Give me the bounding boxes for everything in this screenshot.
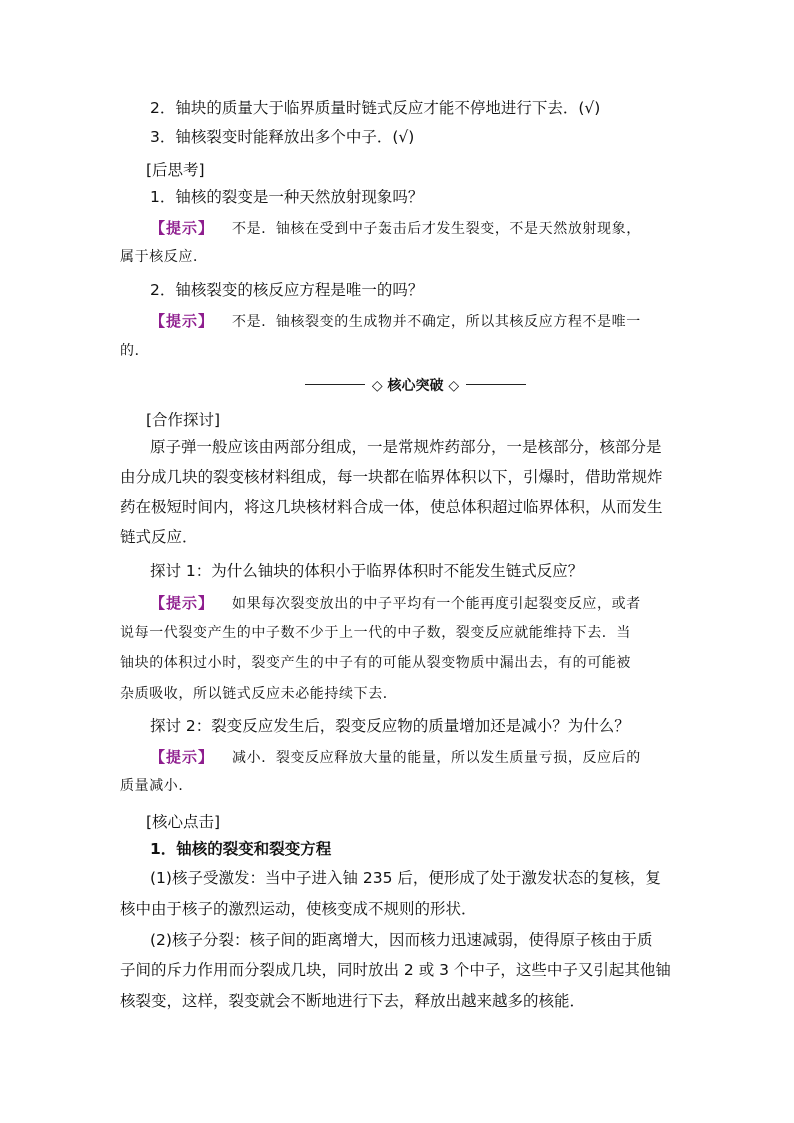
section-divider bbox=[0, 374, 794, 396]
text-line: 探讨 2：裂变反应发生后，裂变反应物的质量增加还是减小？为什么？ bbox=[150, 717, 630, 735]
text-line: 属于核反应． bbox=[120, 249, 208, 265]
text-line: 由分成几块的裂变核材料组成，每一块都在临界体积以下，引爆时，借助常规炸 bbox=[120, 468, 663, 486]
text-line: (1)核子受激发：当中子进入铀 235 后，便形成了处于激发状态的复核，复 bbox=[150, 869, 661, 887]
text-line: 质量减小． bbox=[120, 778, 193, 794]
text-line: 3．铀核裂变时能释放出多个中子．(√) bbox=[150, 128, 415, 146]
text-line: [合作探讨] bbox=[146, 411, 221, 429]
text-line: 核中由于核子的激烈运动，使核变成不规则的形状． bbox=[120, 900, 477, 918]
text-line bbox=[150, 593, 675, 614]
text-line: 说每一代裂变产生的中子数不少于上一代的中子数，裂变反应就能维持下去．当 bbox=[120, 625, 631, 641]
text-line bbox=[150, 747, 675, 768]
text-line: 铀块的体积过小时，裂变产生的中子有的可能从裂变物质中漏出去，有的可能被 bbox=[120, 655, 631, 671]
text-line: 2．铀块的质量大于临界质量时链式反应才能不停地进行下去．(√) bbox=[150, 99, 601, 117]
hint-label: 【提示】 bbox=[150, 219, 215, 237]
hint-text: 不是．铀核在受到中子轰击后才发生裂变，不是天然放射现象， bbox=[232, 221, 641, 237]
hint-label: 【提示】 bbox=[150, 312, 215, 330]
text-line: 1．铀核的裂变和裂变方程 bbox=[150, 840, 332, 858]
hint-text: 不是．铀核裂变的生成物并不确定，所以其核反应方程不是唯一 bbox=[232, 314, 641, 330]
text-line: 链式反应． bbox=[120, 528, 198, 546]
divider-rule-left bbox=[305, 384, 365, 385]
text-line: [核心点击] bbox=[146, 813, 221, 831]
text-line: 探讨 1：为什么铀块的体积小于临界体积时不能发生链式反应？ bbox=[150, 562, 584, 580]
text-line: (2)核子分裂：核子间的距离增大，因而核力迅速减弱，使得原子核由于质 bbox=[150, 931, 653, 949]
text-line bbox=[150, 311, 675, 332]
hint-label: 【提示】 bbox=[150, 594, 215, 612]
text-line: 2．铀核裂变的核反应方程是唯一的吗？ bbox=[150, 281, 424, 299]
hint-text: 如果每次裂变放出的中子平均有一个能再度引起裂变反应，或者 bbox=[232, 596, 641, 612]
text-line: 子间的斥力作用而分裂成几块，同时放出 2 或 3 个中子，这些中子又引起其他铀 bbox=[120, 961, 671, 979]
hint-label: 【提示】 bbox=[150, 748, 215, 766]
text-line: 核裂变，这样，裂变就会不断地进行下去，释放出越来越多的核能． bbox=[120, 992, 586, 1010]
text-line: 药在极短时间内，将这几块核材料合成一体，使总体积超过临界体积，从而发生 bbox=[120, 498, 663, 516]
divider-rule-right bbox=[466, 384, 526, 385]
hint-text: 减小．裂变反应释放大量的能量，所以发生质量亏损，反应后的 bbox=[232, 750, 641, 766]
section-heading: ◇ 核心突破 ◇ bbox=[371, 378, 460, 394]
text-line: [后思考] bbox=[146, 161, 205, 179]
text-line: 1．铀核的裂变是一种天然放射现象吗？ bbox=[150, 188, 424, 206]
text-line: 杂质吸收，所以链式反应未必能持续下去． bbox=[120, 686, 398, 702]
text-line: 的． bbox=[120, 343, 150, 359]
text-line: 原子弹一般应该由两部分组成，一是常规炸药部分，一是核部分，核部分是 bbox=[150, 438, 662, 456]
text-line bbox=[150, 218, 675, 239]
